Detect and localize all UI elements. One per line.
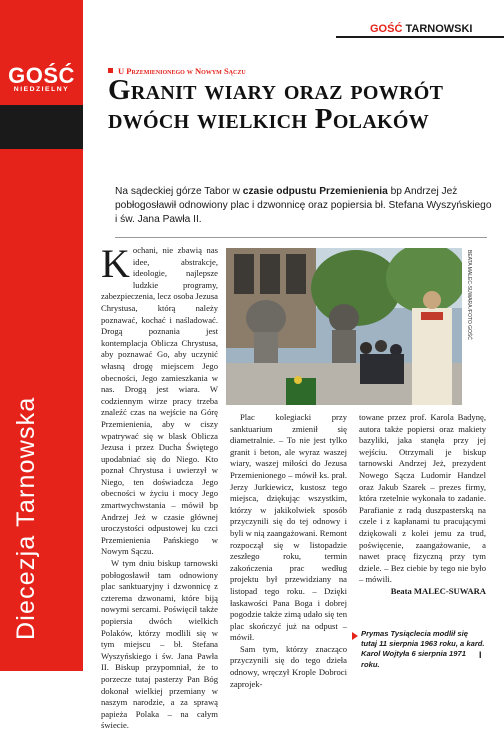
- section-brand: [370, 23, 472, 35]
- paragraph: towane przez prof. Karola Badynę, autora także popiersi oraz makiety bazyliki, jaka stanęła przy jej wejściu. Otrzymali je biskup tarnowski Andrzej Jeż, prezydent Nowego Sącza Ludomir Handzel oraz Jakub Szarek – prezes firmy, która rzetelnie wykonała to zadanie. Parafianie z radą duszpasterską na czele i z kapłanami tu pracującymi dziękowali z kolei jemu za trud, poświęcenie, zaangażowanie, a nawet pracę fizyczną przy tym dziele. – Bez ciebie by tego nie było – mówili.: [359, 412, 486, 585]
- kicker-square-icon: [108, 68, 113, 73]
- photo-caption: Prymas Tysiąclecia modlił się tutaj 11 sierpnia 1963 roku, a kard. Karol Wojtyła 6 sierpnia 1971 roku.: [361, 629, 485, 669]
- issue-number-value: 33: [469, 132, 478, 139]
- paragraph: Sam tym, którzy znacząco przyczynili się do tego dzieła odnowy, wręczył Krople Dobroci zaprojek-: [230, 643, 347, 689]
- brand-gosc: GOŚĆ: [370, 23, 403, 35]
- issue-date: 17 sierpnia: [453, 113, 495, 122]
- paragraph: [101, 241, 218, 558]
- kicker-text: U Przemienionego w Nowym Sączu: [118, 66, 246, 76]
- issue-number-label: nr: [461, 132, 468, 139]
- lead-text-2: bp Andrzej Jeż pobłogosławił odnowiony plac i dzwonnicę oraz popiersia bł. Stefana Wyszyńskiego i św. Jana Pawła II.: [115, 186, 492, 225]
- paragraph-text: ochani, nie zbawią nas idee, abstrakcje, ideologie, najlepsze ludzkie programy, zabezpieczenia, lecz osoba Jezusa Chrystusa, którą należy poznawać, kochać i naśladować. Drogą poznania jest kontemplacja Oblicza Chrystusa, aby poznawać Go, aby uczynić własną drogę miejscem Jego obecności, Jego zamieszkania w nas. Drogą jest wiara. W codziennym wirze pracy trzeba znaleźć czas na wejście na Górę Przemienienia, aby w ciszy wpatrywać się w blask Oblicza Jezusa i przez Ducha Świętego upodabniać się do Niego. Kto poznał Chrystusa i uwierzył w Niego, ten doświadcza Jego obecności w życiu i mocy Jego zmartwychwstania – mówił bp Andrzej Jeż w czasie głównej uroczystości odpustowej ku czci Przemienienia Pańskiego w Nowym Sączu.: [101, 245, 218, 557]
- issue-number-total: /1655: [477, 132, 495, 139]
- diocese-vertical-title: Diecezja Tarnowska: [12, 396, 40, 640]
- lead-divider: [115, 237, 487, 238]
- article-photo: [226, 248, 462, 405]
- caption-arrow-icon: [352, 632, 358, 640]
- lead-text-bold: czasie odpustu Przemienienia: [242, 186, 388, 197]
- issue-box: [0, 105, 83, 149]
- lead-text-1: Na sądeckiej górze Tabor w: [115, 186, 243, 197]
- author-signature: Beata MALEC-SUWARA: [390, 585, 486, 596]
- article-column-1: [101, 241, 218, 732]
- paragraph: Plac kolegiacki przy sanktuarium zmienił się diametralnie. – To nie jest tylko granit i beton, ale wyraz waszej wiary, waszej miłości do Jezusa Przemienionego – mówił ks. prał. Jerzy Jurkiewicz, kustosz tego miejsca, dziękując wszystkim, którzy w jakikolwiek sposób przyczynili się do tej odnowy i byli w nią zaangażowani. Remont rozpoczął się w listopadzie zeszłego roku, termin zakończenia prac według projektu był przewidziany na listopad tego roku. – Dzięki łaskawości Pana Boga i dobrej pogodzie także zimą udało się ten plac skończyć już na odpust – mówił.: [230, 412, 347, 643]
- article-column-3: [359, 412, 486, 598]
- photo-credit: BEATA MALEC-SUWARA /FOTO GOŚĆ: [466, 250, 472, 340]
- dropcap: K: [101, 241, 130, 286]
- article-column-2: [230, 412, 347, 690]
- brand-region: TARNOWSKI: [405, 23, 473, 35]
- issue-year: 2025: [479, 123, 495, 130]
- article-headline: Granit wiary oraz powrót dwóch wielkich Polaków: [108, 74, 444, 135]
- site-url-link[interactable]: tarnow.gosc.pl: [440, 155, 495, 165]
- article-lead: [115, 185, 495, 227]
- page-number: I: [479, 650, 482, 660]
- photo-illustration: [226, 248, 462, 405]
- top-rule: [336, 36, 504, 38]
- magazine-logo-subtitle: NIEDZIELNY: [13, 86, 70, 93]
- paragraph: W tym dniu biskup tarnowski pobłogosławił tam odnowiony plac sanktuaryjny i dzwonnicę z czterema dzwonami, które biją nowymi sercami. Poświęcił także popiersia dwóch wielkich Polaków, którzy modlili się w tym miejscu – bł. Stefana Wyszyńskiego i św. Jana Pawła II. Biskup przypomniał, że to porzecze tutaj pasterzy Pan Bóg dokonał wielkiej przemiany w naszym narodzie, a za sprawą papieża Polaka – na całym świecie.: [101, 558, 218, 731]
- magazine-logo: GOŚĆ: [8, 63, 75, 88]
